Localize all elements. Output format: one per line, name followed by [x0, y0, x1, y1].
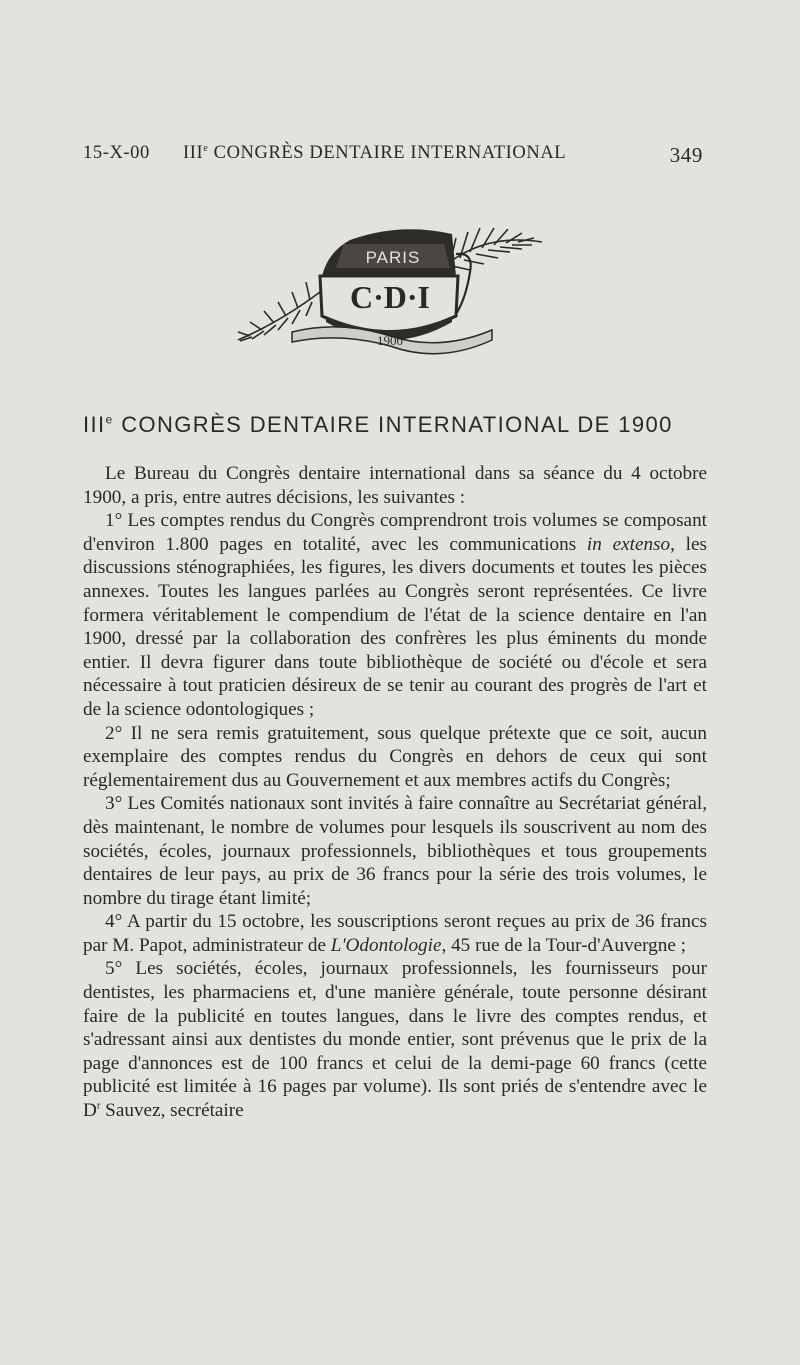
logo-banner-text: PARIS [365, 248, 421, 267]
paragraph-1 [83, 509, 707, 721]
paragraph-3: 3° Les Comités nationaux sont invités à faire connaître au Secrétariat général, dès maintenant, le nombre de volumes pour lesquels ils souscrivent au nom des sociétés, écoles, journaux professionnels, bibliothèques et tous groupements dentaires de leur pays, au prix de 36 francs pour la série des trois volumes, le nombre du tirage étant limité; [83, 793, 707, 909]
logo-initials: C·D·I [349, 279, 431, 315]
running-title-rest: CONGRÈS DENTAIRE INTERNATIONAL [208, 143, 567, 163]
paragraph-4-italic: L'Odontologie [330, 934, 442, 956]
paragraph-1-text-b: , les discussions sténographiées, les figures, les divers documents et toutes les pièces annexes. Toutes les langues parlées au Congrès seront représentées. Ce livre formera véritablement le compendium de l'état de la science dentaire en l'an 1900, dressé par la collaboration des confrères les plus éminents du monde entier. Il devra figurer dans toute bibliothèque de société ou d'école et sera nécessaire à tout praticien désireux de se tenir au courant des progrès de l'art et de la science odontologiques ; [83, 533, 707, 720]
running-title [183, 143, 566, 164]
paragraph-5-text-a: 5° Les sociétés, écoles, journaux professionnels, les fournisseurs pour dentistes, les pharmaciens et, d'une manière générale, toute personne désirant faire de la publicité en toutes langues, dans le livre des comptes rendus, et s'adressant ainsi aux dentistes du monde entier, sont prévenus que le prix de la page d'annonces est de 100 francs et celui de la demi-page 60 francs (cette publicité est limitée à 16 pages par volume). Ils sont priés de s'entendre avec le D [83, 958, 707, 1122]
logo-year: 1900 [377, 333, 403, 348]
paragraph-5-text-b: Sauvez, secrétaire [100, 1100, 244, 1122]
page-number: 349 [669, 143, 703, 167]
paragraph-5 [83, 957, 707, 1122]
congress-logo [230, 212, 550, 377]
running-title-sup: e [203, 142, 209, 154]
paragraph-5-sup: r [96, 1100, 101, 1112]
paragraph-1-text-a: 1° Les comptes rendus du Congrès comprendront trois volumes se composant d'environ 1.800 pages en totalité, avec les communications [83, 510, 707, 555]
section-title-rest: CONGRÈS DENTAIRE INTERNATIONAL DE 1900 [113, 412, 673, 437]
paragraph-4-text-b: , 45 rue de la Tour-d'Auvergne ; [441, 934, 687, 956]
paragraph-intro: Le Bureau du Congrès dentaire international dans sa séance du 4 octobre 1900, a pris, entre autres décisions, les suivantes : [83, 463, 707, 508]
section-title [83, 412, 723, 438]
paragraph-2: 2° Il ne sera remis gratuitement, sous quelque prétexte que ce soit, aucun exemplaire des comptes rendus du Congrès en dehors de ceux qui sont réglementairement dus au Gouvernement et aux membres actifs du Congrès; [83, 722, 707, 791]
article-body [83, 462, 707, 1123]
running-title-num: III [183, 143, 204, 163]
running-head [83, 143, 703, 169]
issue-date: 15-X-00 [83, 143, 150, 163]
paragraph-1-italic: in extenso [586, 533, 671, 555]
section-title-num: III [83, 412, 106, 437]
paragraph-4 [83, 910, 707, 957]
section-title-sup: e [105, 412, 114, 427]
paragraph-4-text-a: 4° A partir du 15 octobre, les souscriptions seront reçues au prix de 36 francs par M. Papot, administrateur de [83, 911, 707, 956]
